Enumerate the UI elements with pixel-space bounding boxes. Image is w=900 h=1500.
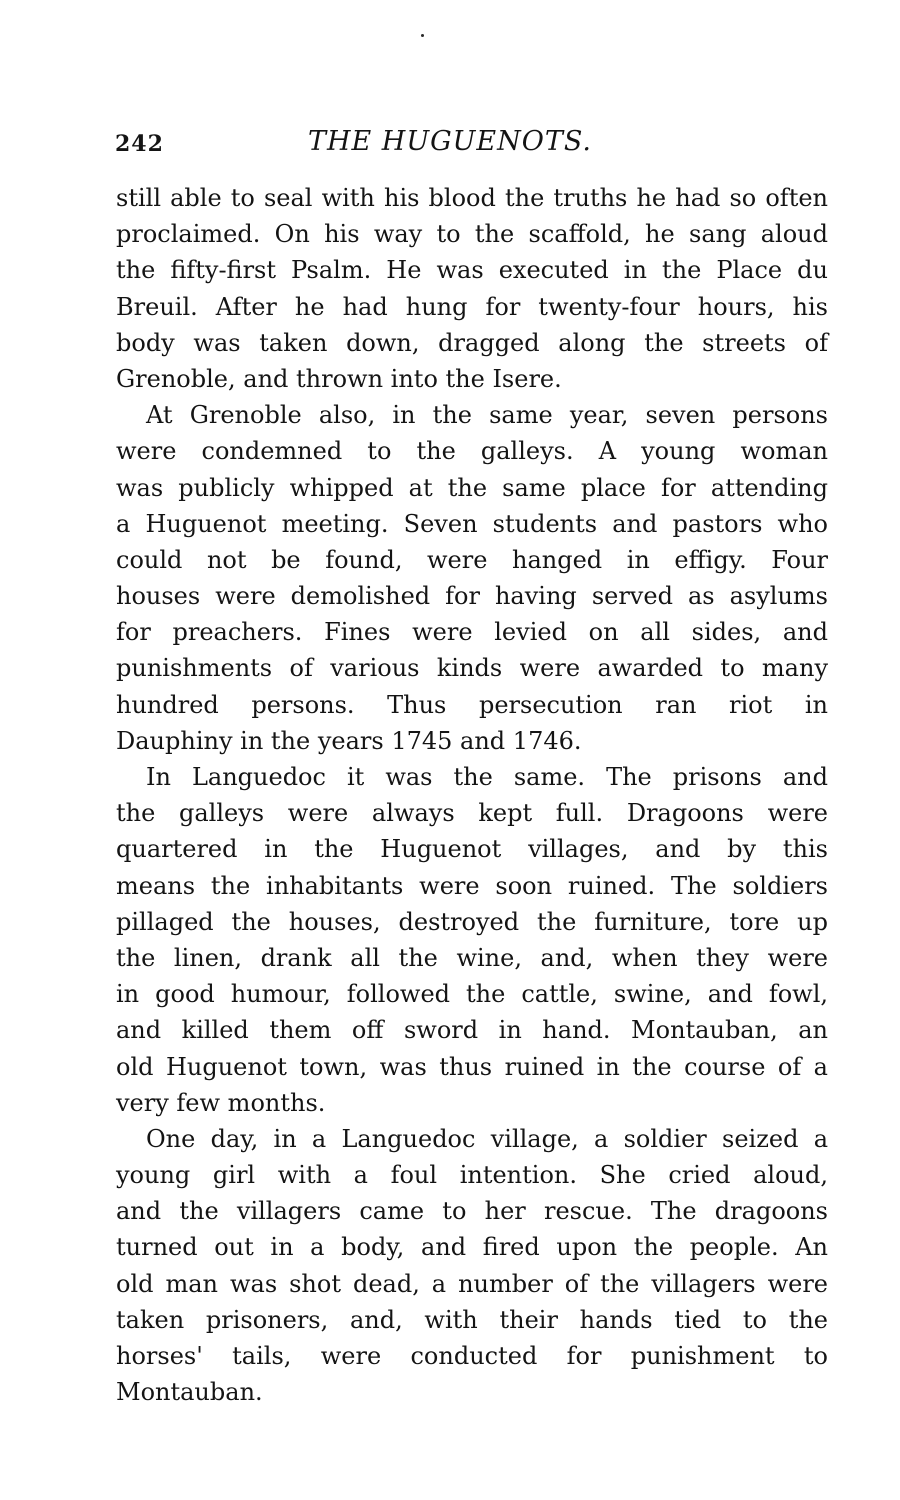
text-line: proclaimed. On his way to the scaffold, he sang aloud xyxy=(116,220,828,249)
ink-speck xyxy=(421,34,424,37)
text-line: could not be found, were hanged in effigy. Four xyxy=(116,545,828,574)
text-line: turned out in a body, and fired upon the people. An xyxy=(116,1233,828,1262)
text-line: and the villagers came to her rescue. The dragoons xyxy=(116,1197,828,1226)
text-line: a Huguenot meeting. Seven students and pastors who xyxy=(116,509,828,538)
text-line: Breuil. After he had hung for twenty-four hours, his xyxy=(116,292,828,321)
text-line: body was taken down, dragged along the streets of xyxy=(116,328,828,357)
text-line: the fifty-first Psalm. He was executed in the Place du xyxy=(116,256,828,285)
text-line: Dauphiny in the years 1745 and 1746. xyxy=(116,726,582,755)
text-line: hundred persons. Thus persecution ran riot in xyxy=(116,690,828,719)
text-line: One day, in a Languedoc village, a soldier seized a xyxy=(146,1124,828,1153)
text-line: At Grenoble also, in the same year, seven persons xyxy=(146,401,828,430)
text-line: and killed them off sword in hand. Montauban, an xyxy=(116,1016,828,1045)
text-line: in good humour, followed the cattle, swine, and fowl, xyxy=(116,980,828,1009)
text-line: taken prisoners, and, with their hands tied to the xyxy=(116,1305,828,1334)
text-line: pillaged the houses, destroyed the furniture, tore up xyxy=(116,907,828,936)
text-line: houses were demolished for having served as asylums xyxy=(116,582,828,611)
text-line: was publicly whipped at the same place for attending xyxy=(116,473,828,502)
page-number: 242 xyxy=(115,131,164,157)
text-line: horses' tails, were conducted for punishment to xyxy=(116,1342,828,1370)
text-line: still able to seal with his blood the truths he had so often xyxy=(116,184,828,212)
text-line: young girl with a foul intention. She cried aloud, xyxy=(116,1161,828,1190)
text-line: old Huguenot town, was thus ruined in the course of a xyxy=(116,1052,828,1081)
body-text xyxy=(116,180,828,1410)
text-line: punishments of various kinds were awarded to many xyxy=(116,654,828,683)
text-line: for preachers. Fines were levied on all sides, and xyxy=(116,618,828,647)
text-line: old man was shot dead, a number of the villagers were xyxy=(116,1269,828,1298)
text-line: means the inhabitants were soon ruined. The soldiers xyxy=(116,871,828,900)
text-line: quartered in the Huguenot villages, and by this xyxy=(116,835,828,864)
running-title: THE HUGUENOTS. xyxy=(307,126,593,157)
text-line: In Languedoc it was the same. The prisons and xyxy=(146,763,828,791)
text-line: were condemned to the galleys. A young woman xyxy=(116,437,828,466)
text-line: Grenoble, and thrown into the Isere. xyxy=(116,364,562,393)
text-line: Montauban. xyxy=(116,1378,263,1407)
text-line: the linen, drank all the wine, and, when they were xyxy=(116,943,828,972)
text-line: the galleys were always kept full. Dragoons were xyxy=(116,799,828,828)
text-line: very few months. xyxy=(116,1088,326,1117)
